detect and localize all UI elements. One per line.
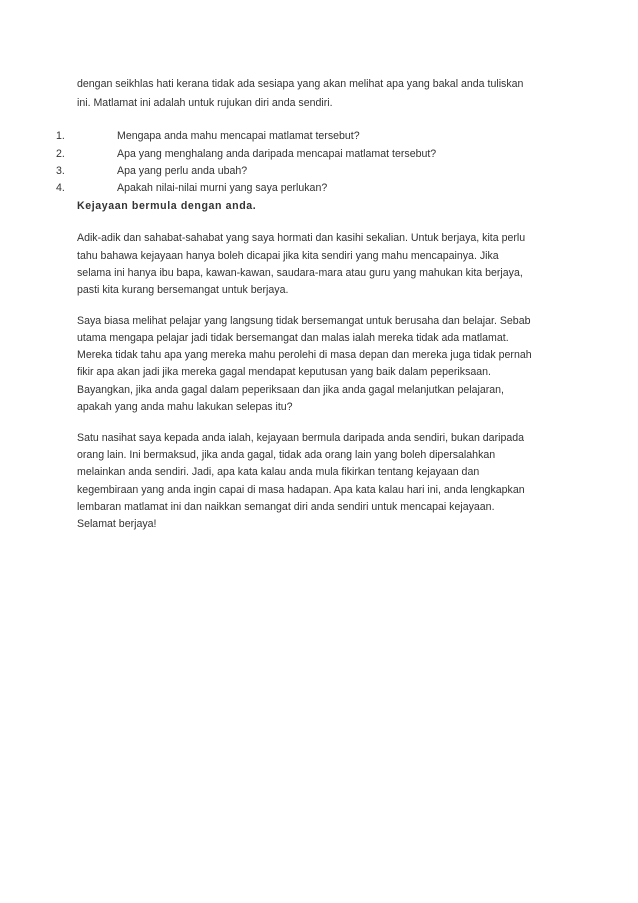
paragraph-line: orang lain. Ini bermaksud, jika anda gagal, tidak ada orang lain yang boleh dipersalahkan [77, 449, 496, 461]
paragraph-line: lembaran matlamat ini dan naikkan semangat diri anda sendiri untuk mencapai kejayaan. [77, 501, 495, 513]
paragraph-line: Adik-adik dan sahabat-sahabat yang saya hormati dan kasihi sekalian. Untuk berjaya, kita perlu [77, 232, 526, 244]
paragraph-line: Satu nasihat saya kepada anda ialah, kejayaan bermula daripada anda sendiri, bukan daripada [77, 432, 525, 444]
section-heading: Kejayaan bermula dengan anda. [77, 200, 257, 212]
paragraph-line: Mereka tidak tahu apa yang mereka mahu perolehi di masa depan dan mereka juga tidak pernah [77, 349, 532, 361]
list-item-number: 2. [56, 148, 65, 160]
list-item: Apa yang perlu anda ubah? [117, 165, 248, 177]
paragraph-line: apakah yang anda mahu lakukan selepas itu? [77, 401, 293, 413]
list-item-number: 3. [56, 165, 65, 177]
paragraph-line: Bayangkan, jika anda gagal dalam peperiksaan dan jika anda gagal melanjutkan pelajaran, [77, 384, 504, 396]
intro-line: ini. Matlamat ini adalah untuk rujukan diri anda sendiri. [77, 97, 333, 109]
list-item: Mengapa anda mahu mencapai matlamat tersebut? [117, 130, 360, 142]
list-item-number: 4. [56, 182, 65, 194]
list-item-number: 1. [56, 130, 65, 142]
paragraph-line: pasti kita kurang bersemangat untuk berjaya. [77, 284, 289, 296]
paragraph-line: Selamat berjaya! [77, 518, 157, 530]
paragraph-line: selama ini hanya ibu bapa, kawan-kawan, saudara-mara atau guru yang mahukan kita berjaya, [77, 267, 523, 279]
list-item: Apakah nilai-nilai murni yang saya perlukan? [117, 182, 328, 194]
paragraph-line: tahu bahawa kejayaan hanya boleh dicapai jika kita sendiri yang mahu mencapainya. Jika [77, 250, 499, 262]
paragraph-line: fikir apa akan jadi jika mereka gagal mendapat keputusan yang baik dalam peperiksaan. [77, 366, 491, 378]
list-item: Apa yang menghalang anda daripada mencapai matlamat tersebut? [117, 148, 437, 160]
paragraph-line: melainkan anda sendiri. Jadi, apa kata kalau anda mula fikirkan tentang kejayaan dan [77, 466, 480, 478]
intro-line: dengan seikhlas hati kerana tidak ada sesiapa yang akan melihat apa yang bakal anda tuliskan [77, 78, 524, 90]
paragraph-line: Saya biasa melihat pelajar yang langsung tidak bersemangat untuk berusaha dan belajar. Sebab [77, 315, 531, 327]
paragraph-line: kegembiraan yang anda ingin capai di masa hadapan. Apa kata kalau hari ini, anda lengkapkan [77, 484, 525, 496]
paragraph-line: utama mengapa pelajar jadi tidak bersemangat dan malas ialah mereka tidak ada matlamat. [77, 332, 509, 344]
